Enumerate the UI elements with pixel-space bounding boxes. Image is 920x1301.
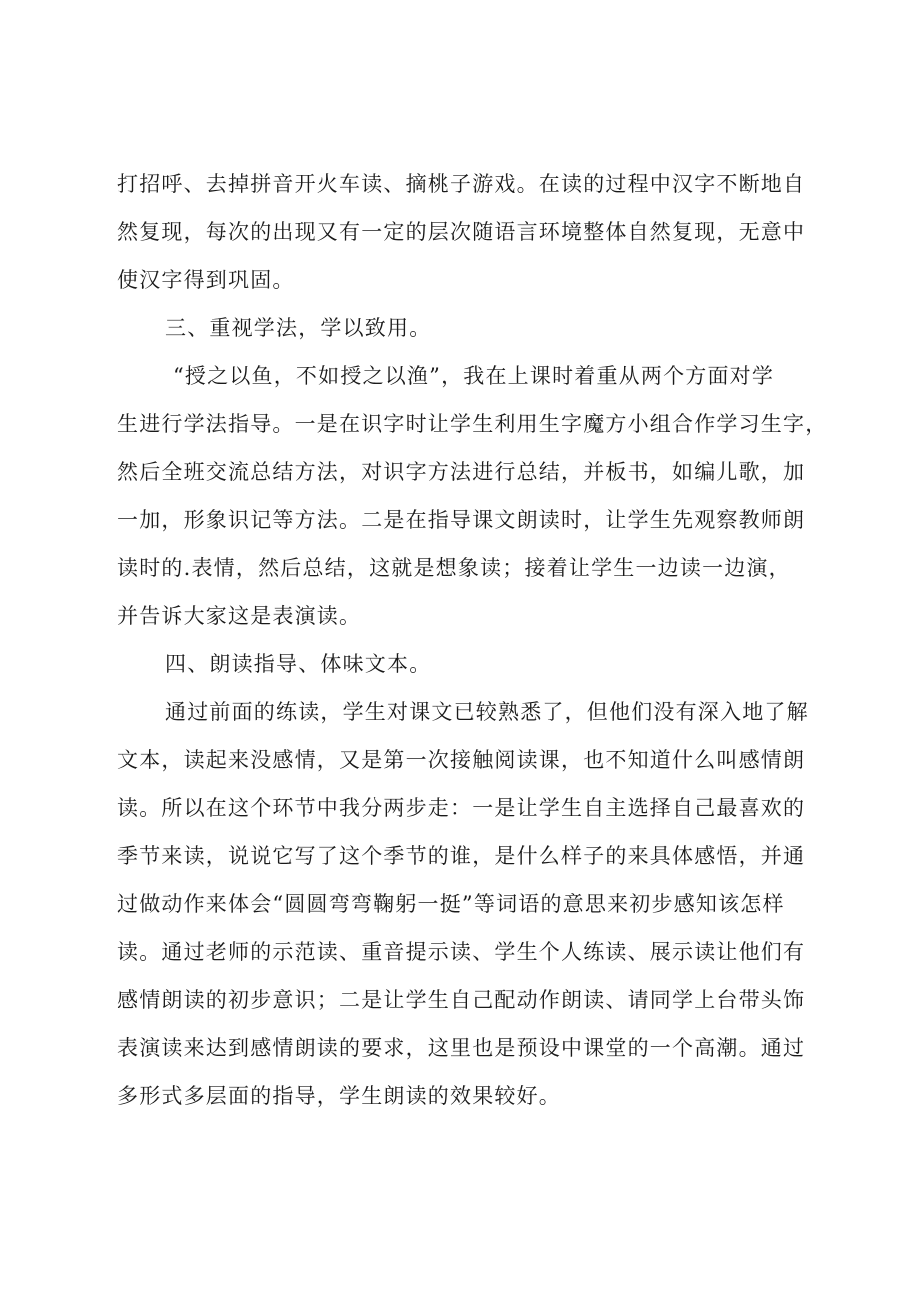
text-line: 过做动作来体会“圆圆弯弯鞠躬一挺”等词语的意思来初步感知该怎样 xyxy=(117,892,785,916)
text-line: 然复现，每次的出现又有一定的层次随语言环境整体自然复现，无意中 xyxy=(117,220,806,244)
text-line: 一加，形象识记等方法。二是在指导课文朗读时，让学生先观察教师朗 xyxy=(117,508,806,532)
text-line: 文本，读起来没感情，又是第一次接触阅读课，也不知道什么叫感情朗 xyxy=(117,748,806,772)
text-line: “授之以鱼，不如授之以渔”，我在上课时着重从两个方面对学 xyxy=(173,364,775,388)
text-line: 生进行学法指导。一是在识字时让学生利用生字魔方小组合作学习生字， xyxy=(117,412,828,436)
text-line: 读。通过老师的示范读、重音提示读、学生个人练读、展示读让他们有 xyxy=(117,940,806,964)
text-line: 读。所以在这个环节中我分两步走：一是让学生自主选择自己最喜欢的 xyxy=(117,796,806,820)
text-line: 通过前面的练读，学生对课文已较熟悉了，但他们没有深入地了解 xyxy=(165,700,809,724)
text-line: 多形式多层面的指导，学生朗读的效果较好。 xyxy=(117,1084,561,1108)
text-line: 表演读来达到感情朗读的要求，这里也是预设中课堂的一个高潮。通过 xyxy=(117,1036,806,1060)
text-line: 感情朗读的初步意识；二是让学生自己配动作朗读、请同学上台带头饰 xyxy=(117,988,806,1012)
section-heading: 四、朗读指导、体味文本。 xyxy=(165,652,432,676)
text-line: 并告诉大家这是表演读。 xyxy=(117,604,362,628)
text-line: 读时的.表情，然后总结，这就是想象读；接着让学生一边读一边演， xyxy=(117,556,791,580)
paragraph xyxy=(117,688,829,1120)
paragraph xyxy=(117,352,829,640)
text-line: 季节来读，说说它写了这个季节的谁，是什么样子的来具体感悟，并通 xyxy=(117,844,806,868)
text-line: 打招呼、去掉拼音开火车读、摘桃子游戏。在读的过程中汉字不断地自 xyxy=(117,172,806,196)
section-heading: 三、重视学法，学以致用。 xyxy=(165,316,432,340)
paragraph xyxy=(117,160,829,304)
document-page xyxy=(117,160,829,1120)
text-line: 使汉字得到巩固。 xyxy=(117,268,295,292)
text-line: 然后全班交流总结方法，对识字方法进行总结，并板书，如编儿歌，加 xyxy=(117,460,806,484)
